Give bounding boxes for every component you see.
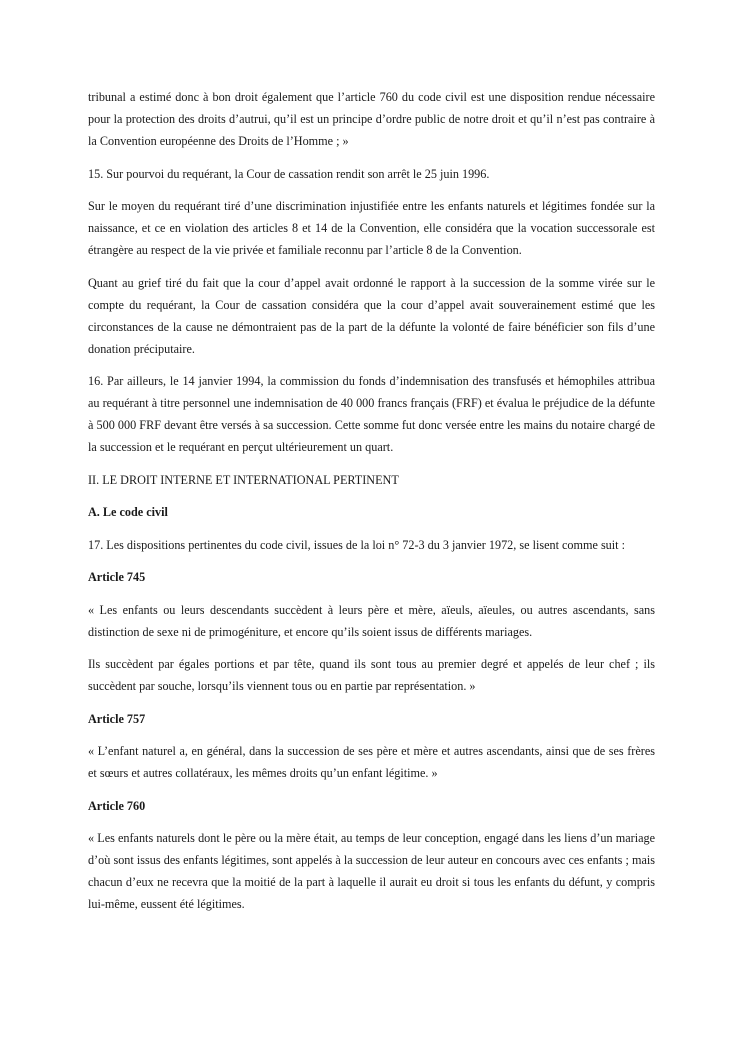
paragraph-15: 15. Sur pourvoi du requérant, la Cour de cassation rendit son arrêt le 25 juin 1996.: [88, 166, 490, 181]
heading-code-civil: A. Le code civil: [88, 505, 168, 519]
paragraph-grief-rapport: Quant au grief tiré du fait que la cour d’appel avait ordonné le rapport à la succession de la somme virée sur le compte du requérant, la Cour de cassation considéra que la cour d’appel avait souverainement estimé que les circonstances de la cause ne démontraient pas de la part de la défunte la volonté de faire bénéficier son fils d’une donation préciputaire.: [88, 275, 655, 356]
paragraph-16: 16. Par ailleurs, le 14 janvier 1994, la commission du fonds d’indemnisation des transfusés et hémophiles attribua au requérant à titre personnel une indemnisation de 40 000 francs français (FRF) et évalua le préjudice de la défunte à 500 000 FRF devant être versés à sa succession. Cette somme fut donc versée entre les mains du notaire chargé de la succession et le requérant en perçut ultérieurement un quart.: [88, 374, 655, 454]
article-757-text: « L’enfant naturel a, en général, dans la succession de ses père et mère et autres ascendants, ainsi que de ses frères et sœurs et autres collatéraux, les mêmes droits qu’un enfant légitime. »: [88, 744, 655, 780]
document-page: [88, 86, 655, 926]
paragraph-continuation: tribunal a estimé donc à bon droit également que l’article 760 du code civil est une disposition rendue nécessaire pour la protection des droits d’autrui, qu’il est un principe d’ordre public de notre droit et qu’il n’est pas contraire à la Convention européenne des Droits de l’Homme ; »: [88, 90, 655, 148]
article-745-paragraph-1: « Les enfants ou leurs descendants succèdent à leurs père et mère, aïeuls, aïeules, ou autres ascendants, sans distinction de sexe ni de primogéniture, et encore qu’ils soient issus de différents mariages.: [88, 602, 655, 639]
paragraph-discrimination-ground: Sur le moyen du requérant tiré d’une discrimination injustifiée entre les enfants naturels et légitimes fondée sur la naissance, et ce en violation des articles 8 et 14 de la Convention, elle considéra que la vocation successorale est étrangère au respect de la vie privée et familiale reconnu par l’article 8 de la Convention.: [88, 199, 655, 257]
paragraph-17: 17. Les dispositions pertinentes du code civil, issues de la loi n° 72-3 du 3 janvier 1972, se lisent comme suit :: [88, 537, 625, 552]
section-title-droit-interne: II. LE DROIT INTERNE ET INTERNATIONAL PERTINENT: [88, 472, 399, 487]
article-760-text: « Les enfants naturels dont le père ou la mère était, au temps de leur conception, engagé dans les liens d’un mariage d’où sont issus des enfants légitimes, sont appelés à la succession de leur auteur en concours avec ces enfants ; mais chacun d’eux ne recevra que la moitié de la part à laquelle il aurait eu droit si tous les enfants du défunt, y compris lui-même, eussent été légitimes.: [88, 831, 655, 911]
heading-article-760: Article 760: [88, 798, 146, 813]
heading-article-745: Article 745: [88, 570, 146, 584]
article-745-paragraph-2: Ils succèdent par égales portions et par tête, quand ils sont tous au premier degré et appelés de leur chef ; ils succèdent par souche, lorsqu’ils viennent tous ou en partie par représentation. »: [88, 657, 655, 693]
heading-article-757: Article 757: [88, 711, 146, 726]
